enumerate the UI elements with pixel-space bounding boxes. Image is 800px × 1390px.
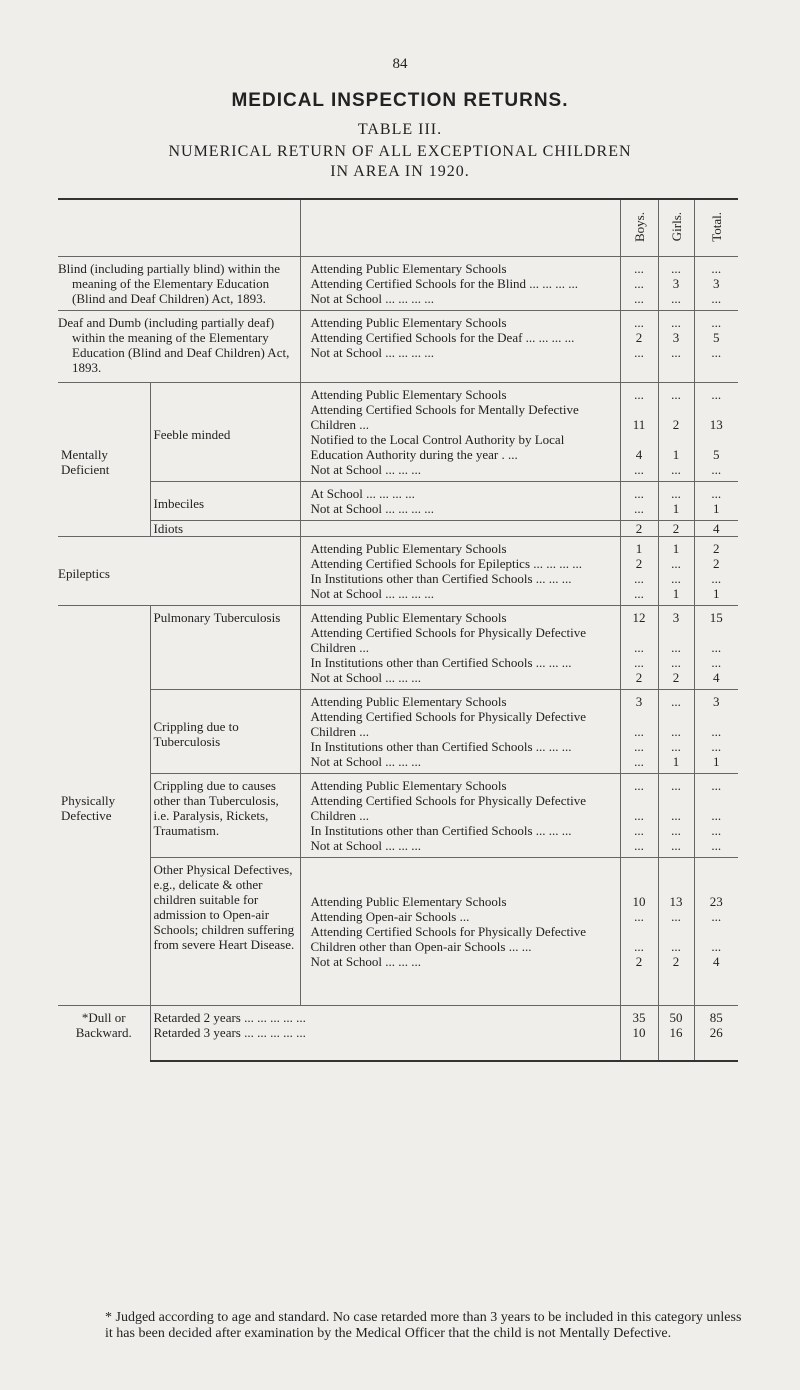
row-label: Not at School ... ... ... [310, 838, 421, 853]
row-label: Attending Public Elementary Schools [300, 537, 620, 557]
girls-value: 3 [658, 330, 694, 345]
row-label: Attending Public Elementary Schools [300, 311, 620, 331]
table-row [58, 257, 738, 277]
girls-value: ... [658, 709, 694, 739]
table-row [58, 774, 738, 794]
total-value: ... [694, 709, 738, 739]
row-label: Not at School ... ... ... ... [310, 291, 434, 306]
boys-value: ... [620, 571, 658, 586]
row-label: Attending Public Elementary Schools [310, 261, 507, 276]
subcategory-idiots: Idiots [150, 521, 300, 537]
table-row [58, 1025, 738, 1061]
row-label: At School ... ... ... ... [300, 482, 620, 502]
subcategory-feeble-minded: Feeble minded [150, 383, 300, 482]
total-value: 26 [694, 1025, 738, 1061]
total-value: ... [694, 257, 738, 277]
girls-value: ... [658, 257, 694, 277]
girls-value: 16 [658, 1025, 694, 1061]
table-row [58, 482, 738, 502]
boys-value: 1 [620, 537, 658, 557]
girls-value: ... [658, 482, 694, 502]
table-row [58, 521, 738, 537]
total-value: 3 [694, 690, 738, 710]
girls-value: ... [658, 924, 694, 954]
page-heading: MEDICAL INSPECTION RETURNS. [231, 90, 569, 111]
girls-value: 13 [658, 858, 694, 910]
total-value: ... [694, 345, 738, 383]
girls-value: ... [658, 462, 694, 482]
exceptional-children-table [58, 198, 738, 1062]
girls-value: ... [658, 311, 694, 331]
row-label: In Institutions other than Certified Schools ... ... ... [310, 739, 572, 754]
row-label: Attending Certified Schools for Physically Defective Children ... [310, 709, 586, 739]
boys-value: 2 [620, 330, 658, 345]
row-label: In Institutions other than Certified Schools ... ... ... [310, 655, 572, 670]
subcategory-crippling-tuberculosis: Crippling due to Tuberculosis [150, 690, 300, 774]
subcategory-crippling-other-causes: Crippling due to causes other than Tuberculosis, i.e. Paralysis, Rickets, Traumatism. [150, 774, 300, 858]
row-label: Attending Public Elementary Schools [300, 606, 620, 626]
total-value: 4 [694, 521, 738, 537]
boys-value: ... [620, 482, 658, 502]
total-value: ... [694, 793, 738, 823]
boys-value: 2 [620, 556, 658, 571]
girls-value: ... [658, 345, 694, 383]
boys-value: ... [620, 838, 658, 858]
boys-value: ... [620, 909, 658, 924]
total-value: ... [694, 462, 738, 482]
total-value: ... [694, 311, 738, 331]
girls-value: 50 [658, 1006, 694, 1026]
girls-value: 1 [658, 537, 694, 557]
girls-value: 3 [658, 276, 694, 291]
boys-value: ... [620, 625, 658, 655]
row-label: In Institutions other than Certified Schools ... ... ... [310, 823, 572, 838]
boys-value: ... [620, 655, 658, 670]
total-value: ... [694, 838, 738, 858]
girls-value: ... [658, 838, 694, 858]
boys-value: ... [620, 823, 658, 838]
row-label: Attending Open-air Schools ... [310, 909, 470, 924]
header-blank-category [58, 199, 300, 257]
boys-value: 10 [620, 858, 658, 910]
row-label: Not at School ... ... ... ... [310, 586, 434, 601]
total-value: ... [694, 482, 738, 502]
boys-value: ... [620, 383, 658, 403]
footnote-text: * Judged according to age and standard. No case retarded more than 3 years to be included in this category unless it has been decided after examination by the Medical Officer that the child is not Mentally Defective. [105, 1310, 742, 1341]
boys-value: ... [620, 924, 658, 954]
girls-value: 1 [658, 586, 694, 606]
total-value: 15 [694, 606, 738, 626]
boys-value: ... [620, 739, 658, 754]
total-value: ... [694, 739, 738, 754]
row-label: Attending Public Elementary Schools [300, 383, 620, 403]
table-title [0, 142, 800, 182]
table-title-line-1: NUMERICAL RETURN OF ALL EXCEPTIONAL CHILDREN [168, 143, 632, 160]
boys-value: 12 [620, 606, 658, 626]
total-value: 5 [694, 432, 738, 462]
row-label: Attending Certified Schools for the Deaf ... ... ... ... [310, 330, 575, 345]
boys-value: 3 [620, 690, 658, 710]
girls-value: 1 [658, 432, 694, 462]
category-deaf: Deaf and Dumb (including partially deaf) within the meaning of the Elementary Education (Blind and Deaf Children) Act, 1893. [58, 311, 300, 383]
girls-value: ... [658, 909, 694, 924]
row-label: Attending Public Elementary Schools [300, 774, 620, 794]
table-label: TABLE III. [357, 121, 443, 138]
page-number: 84 [392, 56, 408, 72]
header-total: Total. [694, 199, 738, 257]
boys-value: ... [620, 291, 658, 311]
total-value: 23 [694, 858, 738, 910]
row-label: Attending Certified Schools for the Blind ... ... ... ... [310, 276, 579, 291]
subcategory-imbeciles: Imbeciles [150, 482, 300, 521]
girls-value: ... [658, 383, 694, 403]
table-row [58, 311, 738, 331]
boys-value: ... [620, 276, 658, 291]
total-value: 4 [694, 954, 738, 1006]
total-value: 2 [694, 556, 738, 571]
girls-value: 2 [658, 954, 694, 1006]
total-value: 1 [694, 501, 738, 521]
row-label: Attending Public Elementary Schools [300, 690, 620, 710]
girls-value: ... [658, 571, 694, 586]
girls-value: 3 [658, 606, 694, 626]
boys-value: ... [620, 311, 658, 331]
total-value: 13 [694, 402, 738, 432]
girls-value: ... [658, 823, 694, 838]
girls-value: ... [658, 793, 694, 823]
girls-value: ... [658, 556, 694, 571]
row-label: Attending Public Elementary Schools [300, 858, 620, 910]
girls-value: ... [658, 625, 694, 655]
girls-value: 1 [658, 754, 694, 774]
category-mentally-deficient: Mentally Deficient [58, 383, 150, 537]
boys-value: 11 [620, 402, 658, 432]
boys-value: ... [620, 793, 658, 823]
total-value: ... [694, 383, 738, 403]
header-girls: Girls. [658, 199, 694, 257]
total-value: ... [694, 625, 738, 655]
table-title-line-2: IN AREA IN 1920. [330, 163, 470, 180]
row-label: Attending Certified Schools for Physically Defective Children ... [310, 793, 586, 823]
total-value: ... [694, 909, 738, 924]
row-label: Attending Certified Schools for Epileptics ... ... ... ... [310, 556, 583, 571]
category-physically-defective: Physically Defective [58, 606, 150, 1006]
girls-value: ... [658, 291, 694, 311]
row-label: Not at School ... ... ... [310, 462, 421, 477]
boys-value: 2 [620, 521, 658, 537]
total-value: ... [694, 823, 738, 838]
total-value: ... [694, 655, 738, 670]
table-row [58, 383, 738, 403]
row-label: Attending Certified Schools for Mentally Defective Children ... [310, 402, 579, 432]
category-epileptics: Epileptics [58, 537, 300, 606]
girls-value: ... [658, 739, 694, 754]
total-value: 85 [694, 1006, 738, 1026]
subcategory-other-physical-defectives: Other Physical Defectives, e.g., delicate & other children suitable for admission to Open-air Schools; children suffering from severe Heart Disease. [150, 858, 300, 1006]
boys-value: 2 [620, 670, 658, 690]
row-label: Not at School ... ... ... ... [310, 501, 434, 516]
header-boys: Boys. [620, 199, 658, 257]
total-value: ... [694, 924, 738, 954]
girls-value: 2 [658, 521, 694, 537]
boys-value: ... [620, 754, 658, 774]
table-header-row [58, 199, 738, 257]
boys-value: ... [620, 501, 658, 521]
girls-value: ... [658, 690, 694, 710]
boys-value: 10 [620, 1025, 658, 1061]
boys-value: ... [620, 709, 658, 739]
total-value: 1 [694, 754, 738, 774]
subcategory-pulmonary-tuberculosis: Pulmonary Tuberculosis [150, 606, 300, 690]
table-row [58, 537, 738, 557]
boys-value: ... [620, 774, 658, 794]
table-row [58, 690, 738, 710]
category-dull-or-backward: *Dull or Backward. [58, 1006, 150, 1062]
girls-value: 2 [658, 670, 694, 690]
total-value: 3 [694, 276, 738, 291]
row-label: Attending Certified Schools for Physically Defective Children ... [310, 625, 586, 655]
row-label: Not at School ... ... ... ... [310, 345, 434, 360]
total-value: 5 [694, 330, 738, 345]
total-value: 4 [694, 670, 738, 690]
row-label: Retarded 3 years ... ... ... ... ... [150, 1025, 620, 1061]
girls-value: 2 [658, 402, 694, 432]
header-blank-description [300, 199, 620, 257]
boys-value: 4 [620, 432, 658, 462]
footnote [105, 1310, 745, 1342]
boys-value: ... [620, 462, 658, 482]
row-label: Notified to the Local Control Authority by Local Education Authority during the year . ... [310, 432, 565, 462]
total-value: 2 [694, 537, 738, 557]
table-row [58, 606, 738, 626]
boys-value: ... [620, 345, 658, 383]
total-value: ... [694, 291, 738, 311]
row-label: Retarded 2 years ... ... ... ... ... [150, 1006, 620, 1026]
row-label-empty [300, 521, 620, 537]
table-row [58, 858, 738, 910]
row-label: In Institutions other than Certified Schools ... ... ... [310, 571, 572, 586]
row-label: Not at School ... ... ... [310, 754, 421, 769]
boys-value: 35 [620, 1006, 658, 1026]
total-value: ... [694, 571, 738, 586]
girls-value: ... [658, 655, 694, 670]
total-value: 1 [694, 586, 738, 606]
row-label: Attending Certified Schools for Physically Defective Children other than Open-air Schools ... ... [310, 924, 586, 954]
boys-value: 2 [620, 954, 658, 1006]
row-label: Not at School ... ... ... [310, 954, 421, 969]
category-blind: Blind (including partially blind) within the meaning of the Elementary Education (Blind and Deaf Children) Act, 1893. [58, 257, 300, 311]
table-row [58, 1006, 738, 1026]
girls-value: ... [658, 774, 694, 794]
total-value: ... [694, 774, 738, 794]
girls-value: 1 [658, 501, 694, 521]
row-label: Not at School ... ... ... [310, 670, 421, 685]
boys-value: ... [620, 586, 658, 606]
boys-value: ... [620, 257, 658, 277]
